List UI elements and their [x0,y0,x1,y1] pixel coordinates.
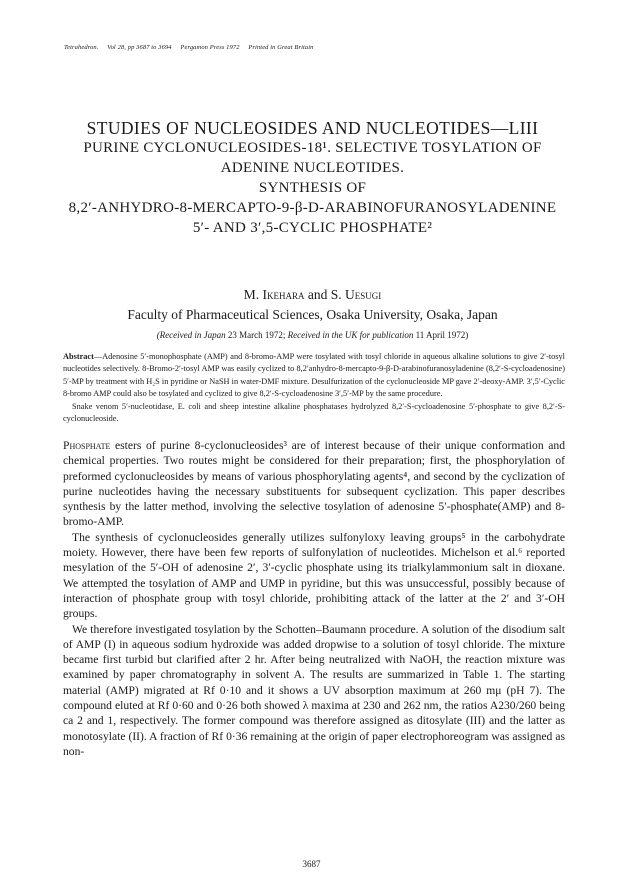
title-line-4: SYNTHESIS OF [258,180,367,196]
running-header [64,44,321,51]
author-1-surname: Ikehara [262,287,305,302]
received-date-1: 23 March 1972; [227,330,286,340]
title-line-2: PURINE CYCLONUCLEOSIDES-18¹. SELECTIVE TOSYLATION OF [83,140,542,156]
body-paragraph-2: The synthesis of cyclonucleosides generally utilizes sulfonyloxy leaving groups⁵ in the carbohydrate moiety. However, there have been few reports of sulfonylation of nucleotides. Michelson et al.⁶ reported mesylation of the 5′-OH of adenosine 2′, 3′-cyclic phosphate using its trialkylammonium salt in dioxane. We attempted the tosylation of AMP and UMP in pyridine, but this was unsuccessful, possibly because of interaction of phosphate group with tosyl chloride, prohibiting attack of the latter at the 2′ and 3′-OH groups. [63,530,565,621]
abstract-label: Abstract [63,352,94,361]
author-line [40,287,585,303]
volume-pages: Vol 28, pp 3687 to 3694 [107,44,172,51]
author-2-surname: Uesugi [345,287,382,302]
author-conjunction: and [307,287,328,302]
title-line-5: 8,2′-ANHYDRO-8-MERCAPTO-9-β-D-ARABINOFURANOSYLADENINE [68,200,557,216]
body-paragraph-3: We therefore investigated tosylation by the Schotten–Baumann procedure. A solution of the disodium salt of AMP (I) in aqueous sodium hydroxide was added dropwise to a solution of tosyl chloride. The mixture became first turbid but clarified after 2 hr. After being neutralized with NaOH, the reaction mixture was examined by paper chromatography in solvent A. The results are summarized in Table 1. The starting material (AMP) migrated at Rf 0·10 and it shows a UV absorption maximum at 260 mμ (pH 7). The compound eluted at Rf 0·60 and 0·26 both showed λ maxima at 230 and 262 nm, the ratios A230/260 being ca 2 and 1, respectively. The former compound was therefore assigned as ditosylate (III) and the latter as monotosylate (II). A fraction of Rf 0·36 remaining at the origin of paper electrophoreogram was assigned as non- [63,622,565,758]
received-date-2: 11 April 1972) [415,330,469,340]
body-lead-word: Phosphate [63,439,111,452]
abstract-text-2: Snake venom 5′-nucleotidase, E. coli and sheep intestine alkaline phosphatases hydrolyzed 8,2′-S-cycloadenosine 5′-phosphate to give 8,2′-S-cyclonucleoside. [63,401,565,424]
title-line-6: 5′- AND 3′,5-CYCLIC PHOSPHATE² [192,220,433,236]
title-line-1: STUDIES OF NUCLEOSIDES AND NUCLEOTIDES—LIII [86,118,539,138]
affiliation: Faculty of Pharmaceutical Sciences, Osaka University, Osaka, Japan [127,307,498,322]
printed-note: Printed in Great Britain [248,44,314,51]
body-paragraph-1-text: esters of purine 8-cyclonucleosides³ are of interest because of their unique conformation and chemical properties. Two routes might be considered for their preparation; first, the phosphorylation of preformed cyclonucleosides by means of various phosphorylating agents⁴, and second by the cyclization of purine nucleotides having the necessary substituents for subsequent cyclization. This paper describes synthesis by the latter method, involving the selective tosylation of adenosine 5′-phosphate(AMP) and 8-bromo-AMP. [63,439,565,529]
received-label-2: Received in the UK for publication [287,330,414,340]
abstract: Abstract—Adenosine 5′-monophosphate (AMP) and 8-bromo-AMP were tosylated with tosyl chloride in aqueous alkaline solutions to give 2′-tosyl nucleotides selectively. 8-Bromo-2′-tosyl AMP was easily cyclized to 8,2′anhydro-8-mercapto-9-β-D-arabinofuranosyladenine (8,2′-S-cycloadenosine) 5′-MP by treatment with H₂S in pyridine or NaSH in water-DMF mixture. Desulfurization of the cyclonucleoside MP gave 2′-deoxy-AMP. 3′,5′-Cyclic 8-bromo AMP could also be tosylated and cyclized to give 8,2′-S-cycloadenosine 3′,5′-MP by the same procedure. Snake venom 5′-nucleotidase, E. coli and sheep intestine alkaline phosphatases hydrolyzed 8,2′-S-cycloadenosine 5′-phosphate to give 8,2′-S-cyclonucleoside. [63,351,565,425]
received-label-1: (Received in Japan [156,330,226,340]
author-2-initial: S. [330,287,342,302]
title-line-3: ADENINE NUCLEOTIDES. [220,160,405,176]
page-number: 3687 [302,859,321,869]
journal-name: Tetrahedron. [64,44,99,51]
article-body [63,438,565,759]
abstract-text-1: Adenosine 5′-monophosphate (AMP) and 8-bromo-AMP were tosylated with tosyl chloride in aqueous alkaline solutions to give 2′-tosyl nucleotides selectively. 8-Bromo-2′-tosyl AMP was easily cyclized to 8,2′anhydro-8-mercapto-9-β-D-arabinofuranosyladenine (8,2′-S-cycloadenosine) 5′-MP by treatment with H₂S in pyridine or NaSH in water-DMF mixture. Desulfurization of the cyclonucleoside MP gave 2′-deoxy-AMP. 3′,5′-Cyclic 8-bromo AMP could also be tosylated and cyclized to give 8,2′-S-cycloadenosine 3′,5′-MP by the same procedure. [63,352,565,399]
publisher: Pergamon Press 1972 [180,44,240,51]
author-1-initial: M. [243,287,260,302]
received-dates [40,330,585,340]
body-paragraph-1 [63,438,565,530]
article-title [40,118,585,238]
